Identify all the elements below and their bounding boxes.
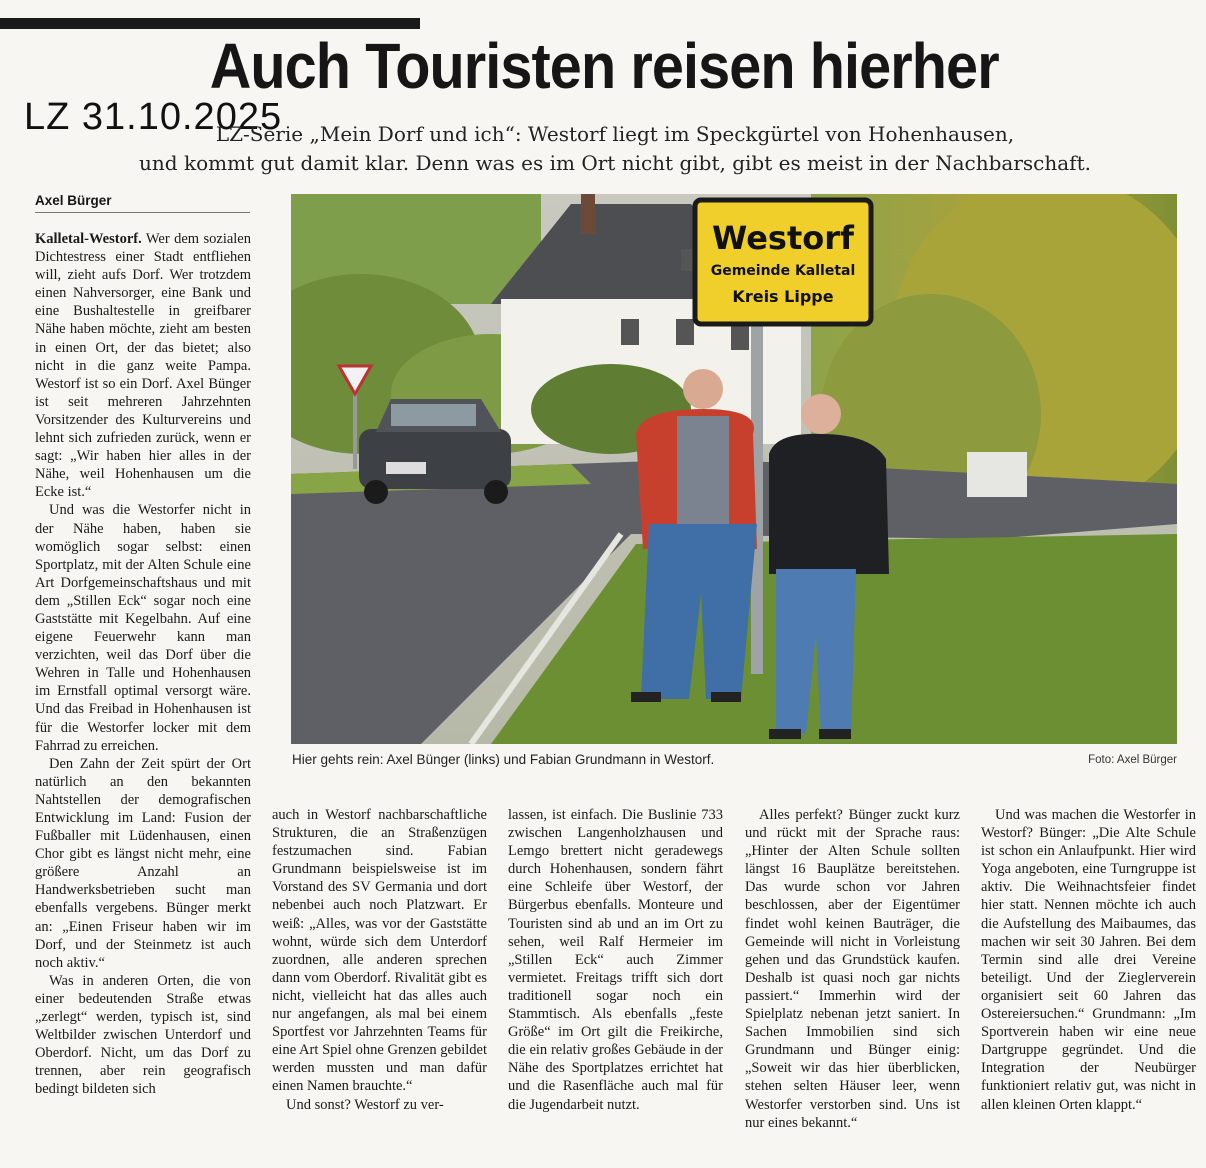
paragraph: Was in anderen Orten, die von einer bedeutenden Straße etwas „zerlegt“ werden, typisch ist, sind Weltbilder zwischen Unterdorf und Oberdorf. Nicht, um das Dorf zu trennen, aber rein geografisch bedingt bildeten sich bbox=[35, 972, 251, 1098]
person-axel-buenger bbox=[631, 369, 757, 702]
paragraph: Alles perfekt? Bünger zuckt kurz und rückt mit der Sprache raus: „Hinter der Alten Schule sollten längst 16 Bauplätze bereitstehen. Das wurde schon vor Jahren beschlossen, aber der Eigentümer findet wohl keinen Bauträger, die Gemeinde will nicht in Vorleistung gehen und das Grundstück kaufen. Deshalb ist quasi noch gar nichts passiert.“ Immerhin wird der Spielplatz nebenan jetzt saniert. In Sachen Immobilien sind sich Grundmann und Bünger einig: „Soweit wir das hier überblicken, stehen selten Häuser leer, wenn Westorfer verstorben sind. Uns ist nur eines bekannt.“ bbox=[745, 807, 960, 1131]
sign-town-name: Westorf bbox=[712, 219, 854, 257]
byline: Axel Bürger bbox=[35, 193, 250, 213]
sign-municipality: Gemeinde Kalletal bbox=[710, 263, 856, 279]
paragraph: Und was die Westorfer nicht in der Nähe haben, haben sie womöglich sogar selbst: einen Sportplatz, mit der Alten Schule eine Art Dorfgemeinschaftshaus und mit dem „Stillen Eck“ sogar noch eine Gaststätte mit Kegelbahn. Auf eine eigene Feuerwehr kann man verzichten, weil das Dorf über die Wehren in Talle und Hohenhausen im Ernstfall optimal versorgt wäre. Und das Freibad in Hohenhausen ist für die Westorfer locker mit dem Fahrrad zu erreichen. bbox=[35, 502, 251, 754]
subtitle-line-2: und kommt gut damit klar. Denn was es im Ort nicht gibt, gibt es meist in der Nachbarschaft. bbox=[139, 151, 1091, 175]
paragraph: Und sonst? Westorf zu ver- bbox=[286, 1096, 444, 1113]
article-column-1 bbox=[35, 230, 251, 1099]
photo-credit: Foto: Axel Bürger bbox=[1088, 754, 1177, 766]
article-photo bbox=[291, 194, 1177, 744]
paragraph: auch in Westorf nachbarschaftliche Strukturen, die an Straßenzügen festzumachen sind. Fabian Grundmann beispielsweise ist im Vorstand des SV Germania und dort nebenbei auch noch Platzwart. Er weiß: „Alles, was vor der Gaststätte wohnt, würde sich dem Unterdorf zuordnen, alle anderen sprechen dann vom Oberdorf. Rivalität gibt es nicht, vielleicht hat das alles auch nur angefangen, als mal bei einem Sportfest vor Jahrzehnten Teams für eine Art Spiel ohne Grenzen gebildet werden mussten und man dafür einen Namen brauchte.“ bbox=[272, 807, 487, 1095]
paragraph: Den Zahn der Zeit spürt der Ort natürlich an den bekannten Nahtstellen der demografischen Entwicklung im Land: Fusion der Fußballer mit Lüdenhausen, einen Chor gibt es längst nicht mehr, eine größere Anzahl an Handwerksbetrieben sucht man ebenfalls vergebens. Bünger merkt an: „Einen Friseur haben wir im Dorf, und der Steinmetz ist auch noch aktiv.“ bbox=[35, 755, 251, 971]
headline: Auch Touristen reisen hierher bbox=[209, 30, 999, 102]
date-stamp: LZ 31.10.2025 bbox=[24, 96, 283, 138]
paragraph bbox=[35, 230, 251, 501]
subtitle-line-1: LZ-Serie „Mein Dorf und ich“: Westorf liegt im Speckgürtel von Hohenhausen, bbox=[215, 122, 1015, 146]
dateline: Kalletal-Westorf. bbox=[35, 231, 142, 247]
article-column-5 bbox=[981, 806, 1196, 1114]
town-sign bbox=[695, 200, 871, 324]
article-column-4 bbox=[745, 806, 960, 1132]
paragraph: Und was machen die Westorfer in Westorf? Bünger: „Die Alte Schule ist schon ein Anlaufpunkt. Hier wird Yoga angeboten, eine Turngruppe ist aktiv. Die Weihnachtsfeier findet hier statt. Nennen möchte ich auch die Aufstellung des Maibaumes, das machen wir seit 30 Jahren. Bei dem Termin sind alle drei Vereine beteiligt. Und der Zieglerverein organisiert seit 60 Jahren das Ostereiersuchen.“ Grundmann: „Im Sportverein haben wir eine neue Dartgruppe gegründet. Und die Integration der Neubürger funktioniert relativ gut, was nicht in allen kleinen Orten klappt.“ bbox=[981, 807, 1196, 1113]
sign-district: Kreis Lippe bbox=[732, 287, 834, 306]
photo-caption: Hier gehts rein: Axel Bünger (links) und Fabian Grundmann in Westorf. bbox=[292, 752, 715, 767]
subtitle bbox=[110, 120, 1120, 178]
paragraph: lassen, ist einfach. Die Buslinie 733 zwischen Langenholzhausen und Lemgo brettert nicht geradewegs durch Hohenhausen, sondern fährt eine Schleife über Westorf, der Bürgerbus ebenfalls. Monteure und Touristen sind ab und an im Ort zu sehen, weil Ralf Hermeier im „Stillen Eck“ auch Zimmer vermietet. Freitags trifft sich dort traditionell sogar noch ein Stammtisch. Als ebenfalls „feste Größe“ im Ort gilt die Freikirche, die ein relativ großes Gebäude in der Nähe des Sportplatzes errichtet hat und die Rasenfläche auch mal für die Jugendarbeit nutzt. bbox=[508, 807, 723, 1113]
article-column-3 bbox=[508, 806, 723, 1114]
paragraph-text: Wer dem sozialen Dichtestress einer Stadt entfliehen will, zieht aufs Dorf. Wer trotzdem einen Nahversorger, eine Bank und eine Bushaltestelle in greifbarer Nähe haben möchte, zieht am besten in einen Ort, der das bietet; also nicht in die ganz weite Pampa. Westorf ist so ein Dorf. Axel Bünger ist seit mehreren Jahrzehnten Vorsitzender des Kulturvereins und lehnt sich zufrieden zurück, wenn er sagt: „Wir haben hier alles in der Nähe, weil Hohenhausen um die Ecke ist.“ bbox=[35, 231, 251, 501]
article-column-2 bbox=[272, 806, 487, 1114]
photo-illustration bbox=[291, 194, 1177, 744]
